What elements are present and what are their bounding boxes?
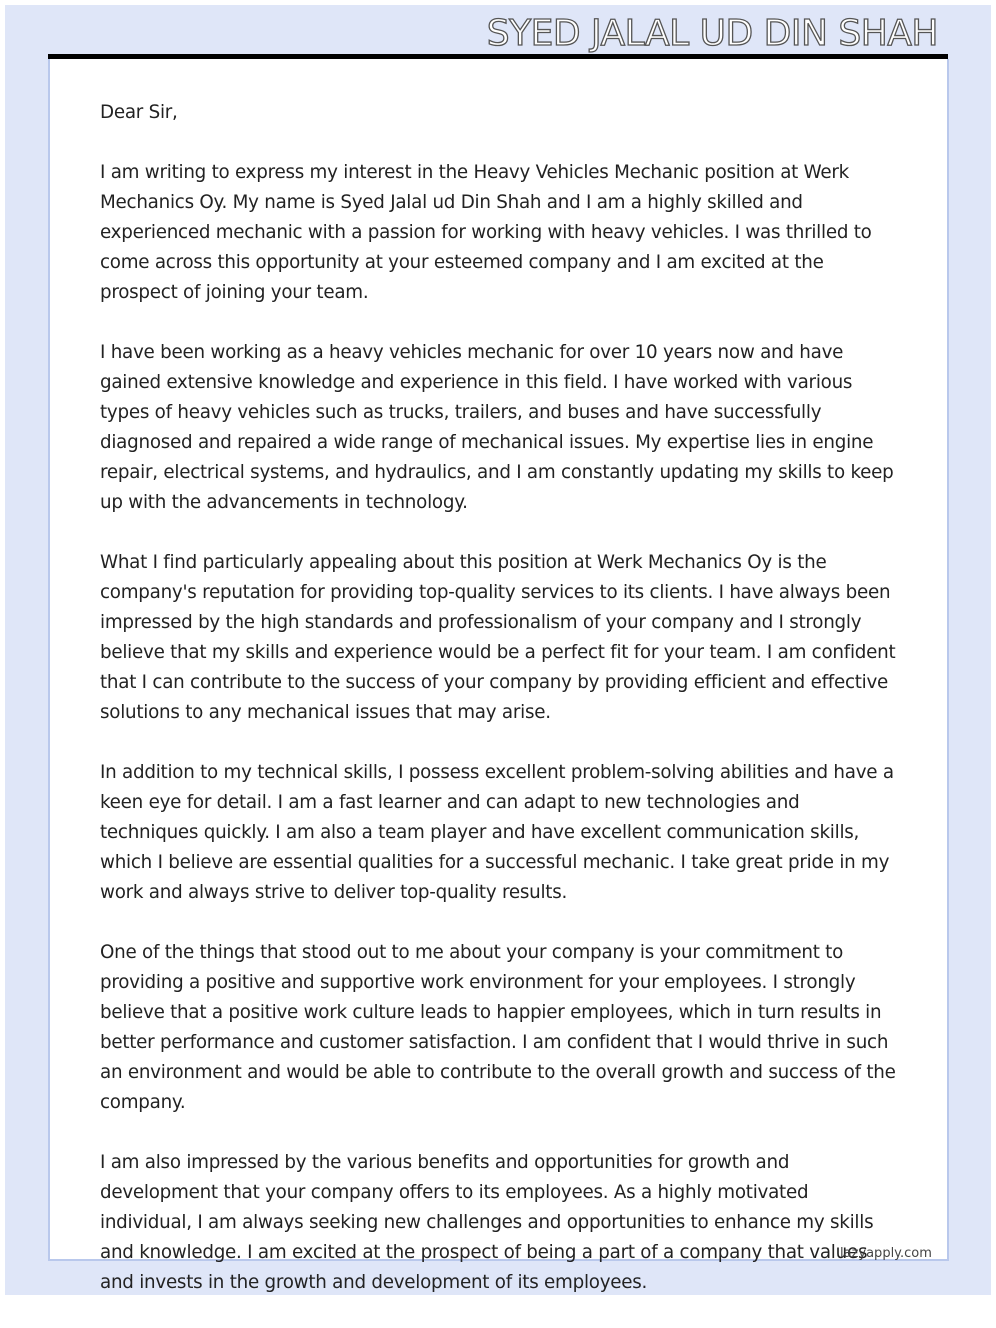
paragraph-work-environment: One of the things that stood out to me about your company is your commitment to providing a positive and supportive work environment for your employees. I strongly believe that a positive work culture leads to happier employees, which in turn results in better performance and customer satisfaction. I am confident that I would thrive in such an environment and would be able to contribute to the overall growth and success of the company. bbox=[100, 942, 896, 1113]
paragraph-interest: I am writing to express my interest in the Heavy Vehicles Mechanic position at Werk Mechanics Oy. My name is Syed Jalal ud Din Shah and I am a highly skilled and experienced mechanic with a passion for working with heavy vehicles. I was thrilled to come across this opportunity at your esteemed company and I am excited at the prospect of joining your team. bbox=[100, 162, 872, 303]
salutation: Dear Sir, bbox=[100, 102, 178, 123]
letter-body bbox=[100, 98, 900, 1328]
applicant-name-heading: SYED JALAL UD DIN SHAH bbox=[486, 13, 938, 54]
paragraph-growth: I am also impressed by the various benefits and opportunities for growth and development that your company offers to its employees. As a highly motivated individual, I am always seeking new challenges and opportunities to enhance my skills and knowledge. I am excited at the prospect of being a part of a company that values and invests in the growth and development of its employees. bbox=[100, 1152, 874, 1293]
paragraph-soft-skills: In addition to my technical skills, I possess excellent problem-solving abilities and have a keen eye for detail. I am a fast learner and can adapt to new technologies and techniques quickly. I am also a team player and have excellent communication skills, which I believe are essential qualities for a successful mechanic. I take great pride in my work and always strive to deliver top-quality results. bbox=[100, 762, 894, 903]
watermark-link[interactable]: lazyapply.com bbox=[840, 1246, 932, 1261]
paragraph-experience: I have been working as a heavy vehicles mechanic for over 10 years now and have gained extensive knowledge and experience in this field. I have worked with various types of heavy vehicles such as trucks, trailers, and buses and have successfully diagnosed and repaired a wide range of mechanical issues. My expertise lies in engine repair, electrical systems, and hydraulics, and I am constantly updating my skills to keep up with the advancements in technology. bbox=[100, 342, 894, 513]
paragraph-company-appeal: What I find particularly appealing about this position at Werk Mechanics Oy is the company's reputation for providing top-quality services to its clients. I have always been impressed by the high standards and professionalism of your company and I strongly believe that my skills and experience would be a perfect fit for your team. I am confident that I can contribute to the success of your company by providing efficient and effective solutions to any mechanical issues that may arise. bbox=[100, 552, 896, 723]
